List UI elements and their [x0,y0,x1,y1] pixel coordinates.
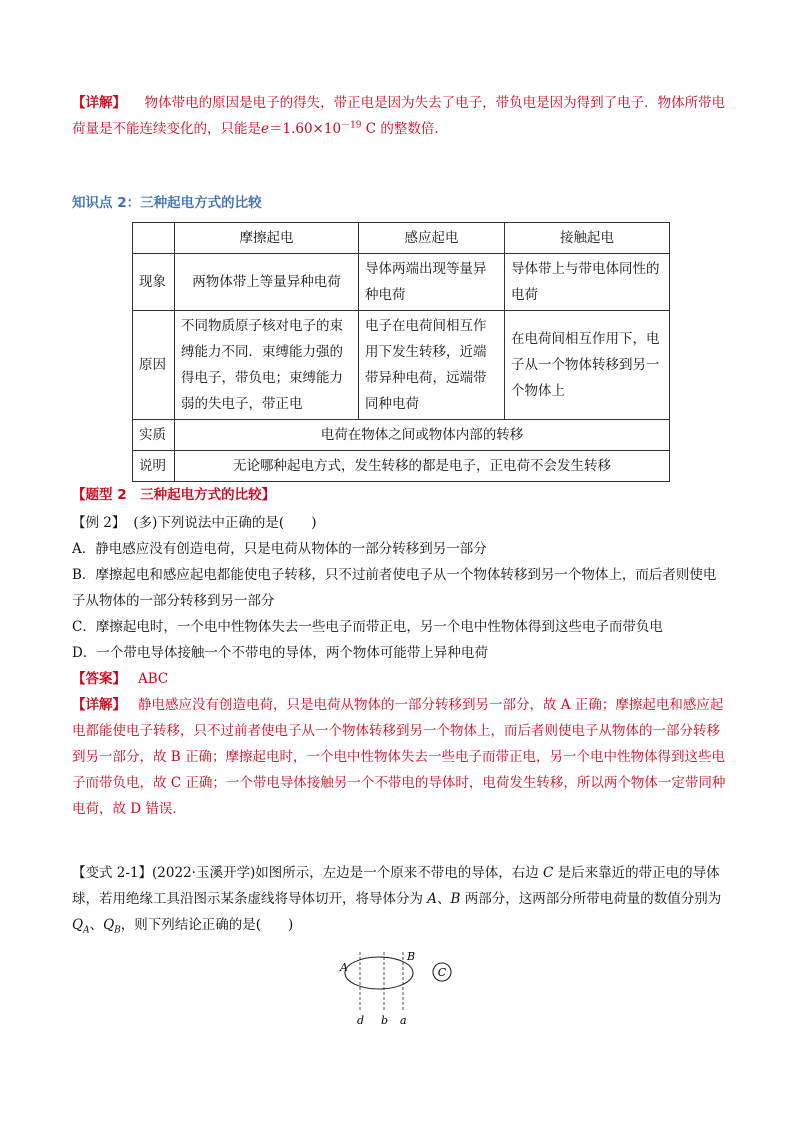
table-cell: 无论哪种起电方式，发生转移的都是电子，正电荷不会发生转移 [175,451,670,482]
example-stem [72,510,727,536]
table-header-cell: 感应起电 [359,223,505,254]
variant-2-1 [72,860,727,944]
table-cell: 两物体带上等量异种电荷 [175,254,359,311]
detail-paragraph-2 [72,692,727,822]
table-row [133,420,670,451]
separator: 、 [437,891,451,907]
section-heading-2: 知识点 2：三种起电方式的比较 [72,195,262,211]
variant-source: (2022·玉溪开学) [152,865,256,881]
conductor-figure [338,950,463,1028]
detail-paragraph-1 [72,90,727,142]
question-type-heading: 【题型 2 三种起电方式的比较】 [72,487,276,503]
table-cell: 电荷在物体之间或物体内部的转移 [175,420,670,451]
option-c: C．摩擦起电时，一个电中性物体失去一些电子而带正电，另一个电中性物体得到这些电子而带负电 [72,619,663,635]
table-header-row [133,223,670,254]
table-row-label: 说明 [133,451,175,482]
symbol-a: A [427,891,438,907]
table-cell: 电子在电荷间相互作用下发生转移，近端带异种电荷，远端带同种电荷 [359,311,505,420]
charge-symbol: e [261,121,269,137]
example-2 [72,510,727,822]
table-header-cell: 接触起电 [505,223,670,254]
answer-label: 【答案】 [72,671,126,687]
variant-label: 【变式 2-1】 [72,865,153,881]
variant-text: 两部分，这两部分所带电荷量的数值分别为 [460,891,722,907]
subscript-b: B [114,925,121,936]
separator: 、 [89,917,104,933]
label-a: a [400,1014,407,1027]
option-d: D．一个带电导体接触一个不带电的导体，两个物体可能带上异种电荷 [72,645,488,661]
option-b: B．摩擦起电和感应起电都能使电子转移，只不过前者使电子从一个物体转移到另一个物体上，而后者则使电子从物体的一部分转移到另一部分 [72,567,717,609]
label-d: d [357,1014,365,1027]
example-question: (多)下列说法中正确的是( ) [133,515,317,531]
table-row-label: 现象 [133,254,175,311]
variant-text: 如图所示，左边是一个原来不带电的导体，右边 [255,865,544,881]
subscript-a: A [83,925,90,936]
detail-text: 物体带电的原因是电子的得失，带正电是因为失去了电子，带负电是因为得到了电子．物体所带电荷量是不能连续变化的，只能是 [72,95,726,137]
symbol-qa: Q [72,917,84,933]
comparison-table [132,222,670,482]
charge-value: ＝1.60×10 [269,121,342,137]
table-header-cell: 摩擦起电 [175,223,359,254]
table-row [133,254,670,311]
label-b: b [381,1014,389,1027]
variant-text: 是后来靠近的带正电的导体球，若用绝缘工具沿图示某条虚线将导体切开，将导体分为 [72,865,720,907]
table-cell: 不同物质原子核对电子的束缚能力不同．束缚能力强的得电子，带负电；束缚能力弱的失电子，带正电 [175,311,359,420]
answer-line [72,666,727,692]
charge-tail: C 的整数倍． [361,121,448,137]
table-row [133,451,670,482]
example-label: 【例 2】 [72,515,126,531]
charge-exponent: －19 [341,120,362,131]
sphere-label: C [437,966,447,979]
table-header-cell [133,223,175,254]
table-row-label: 实质 [133,420,175,451]
table-cell: 导体两端出现等量异种电荷 [359,254,505,311]
detail-label: 【详解】 [72,697,126,713]
answer-value: ABC [138,671,169,687]
detail-label: 【详解】 [72,95,126,111]
variant-text: ，则下列结论正确的是( ) [120,917,294,933]
label-a-part: A [340,961,348,974]
table-cell: 在电荷间相互作用下，电子从一个物体转移到另一个物体上 [505,311,670,420]
symbol-qb: Q [103,917,115,933]
label-b-part: B [407,950,416,963]
table-cell: 导体带上与带电体同性的电荷 [505,254,670,311]
symbol-b: B [450,891,461,907]
detail-text: 静电感应没有创造电荷，只是电荷从物体的一部分转移到另一部分，故 A 正确；摩擦起电和感应起电都能使电子转移，只不过前者使电子从一个物体转移到另一个物体上，而后者则使电子从物体的一部分转移到另一部分，故 B 正确；摩擦起电时，一个电中性物体失去一些电子而带正电，另一个电中性物体得到这些电子而带负电，故 C 正确；一个带电导体接触另一个不带电的导体时，电荷发生转移，所以两个物体一定带同种电荷，故 D 错误． [72,697,726,817]
table-row [133,311,670,420]
option-a: A．静电感应没有创造电荷，只是电荷从物体的一部分转移到另一部分 [72,541,487,557]
symbol-c: C [543,865,554,881]
table-row-label: 原因 [133,311,175,420]
